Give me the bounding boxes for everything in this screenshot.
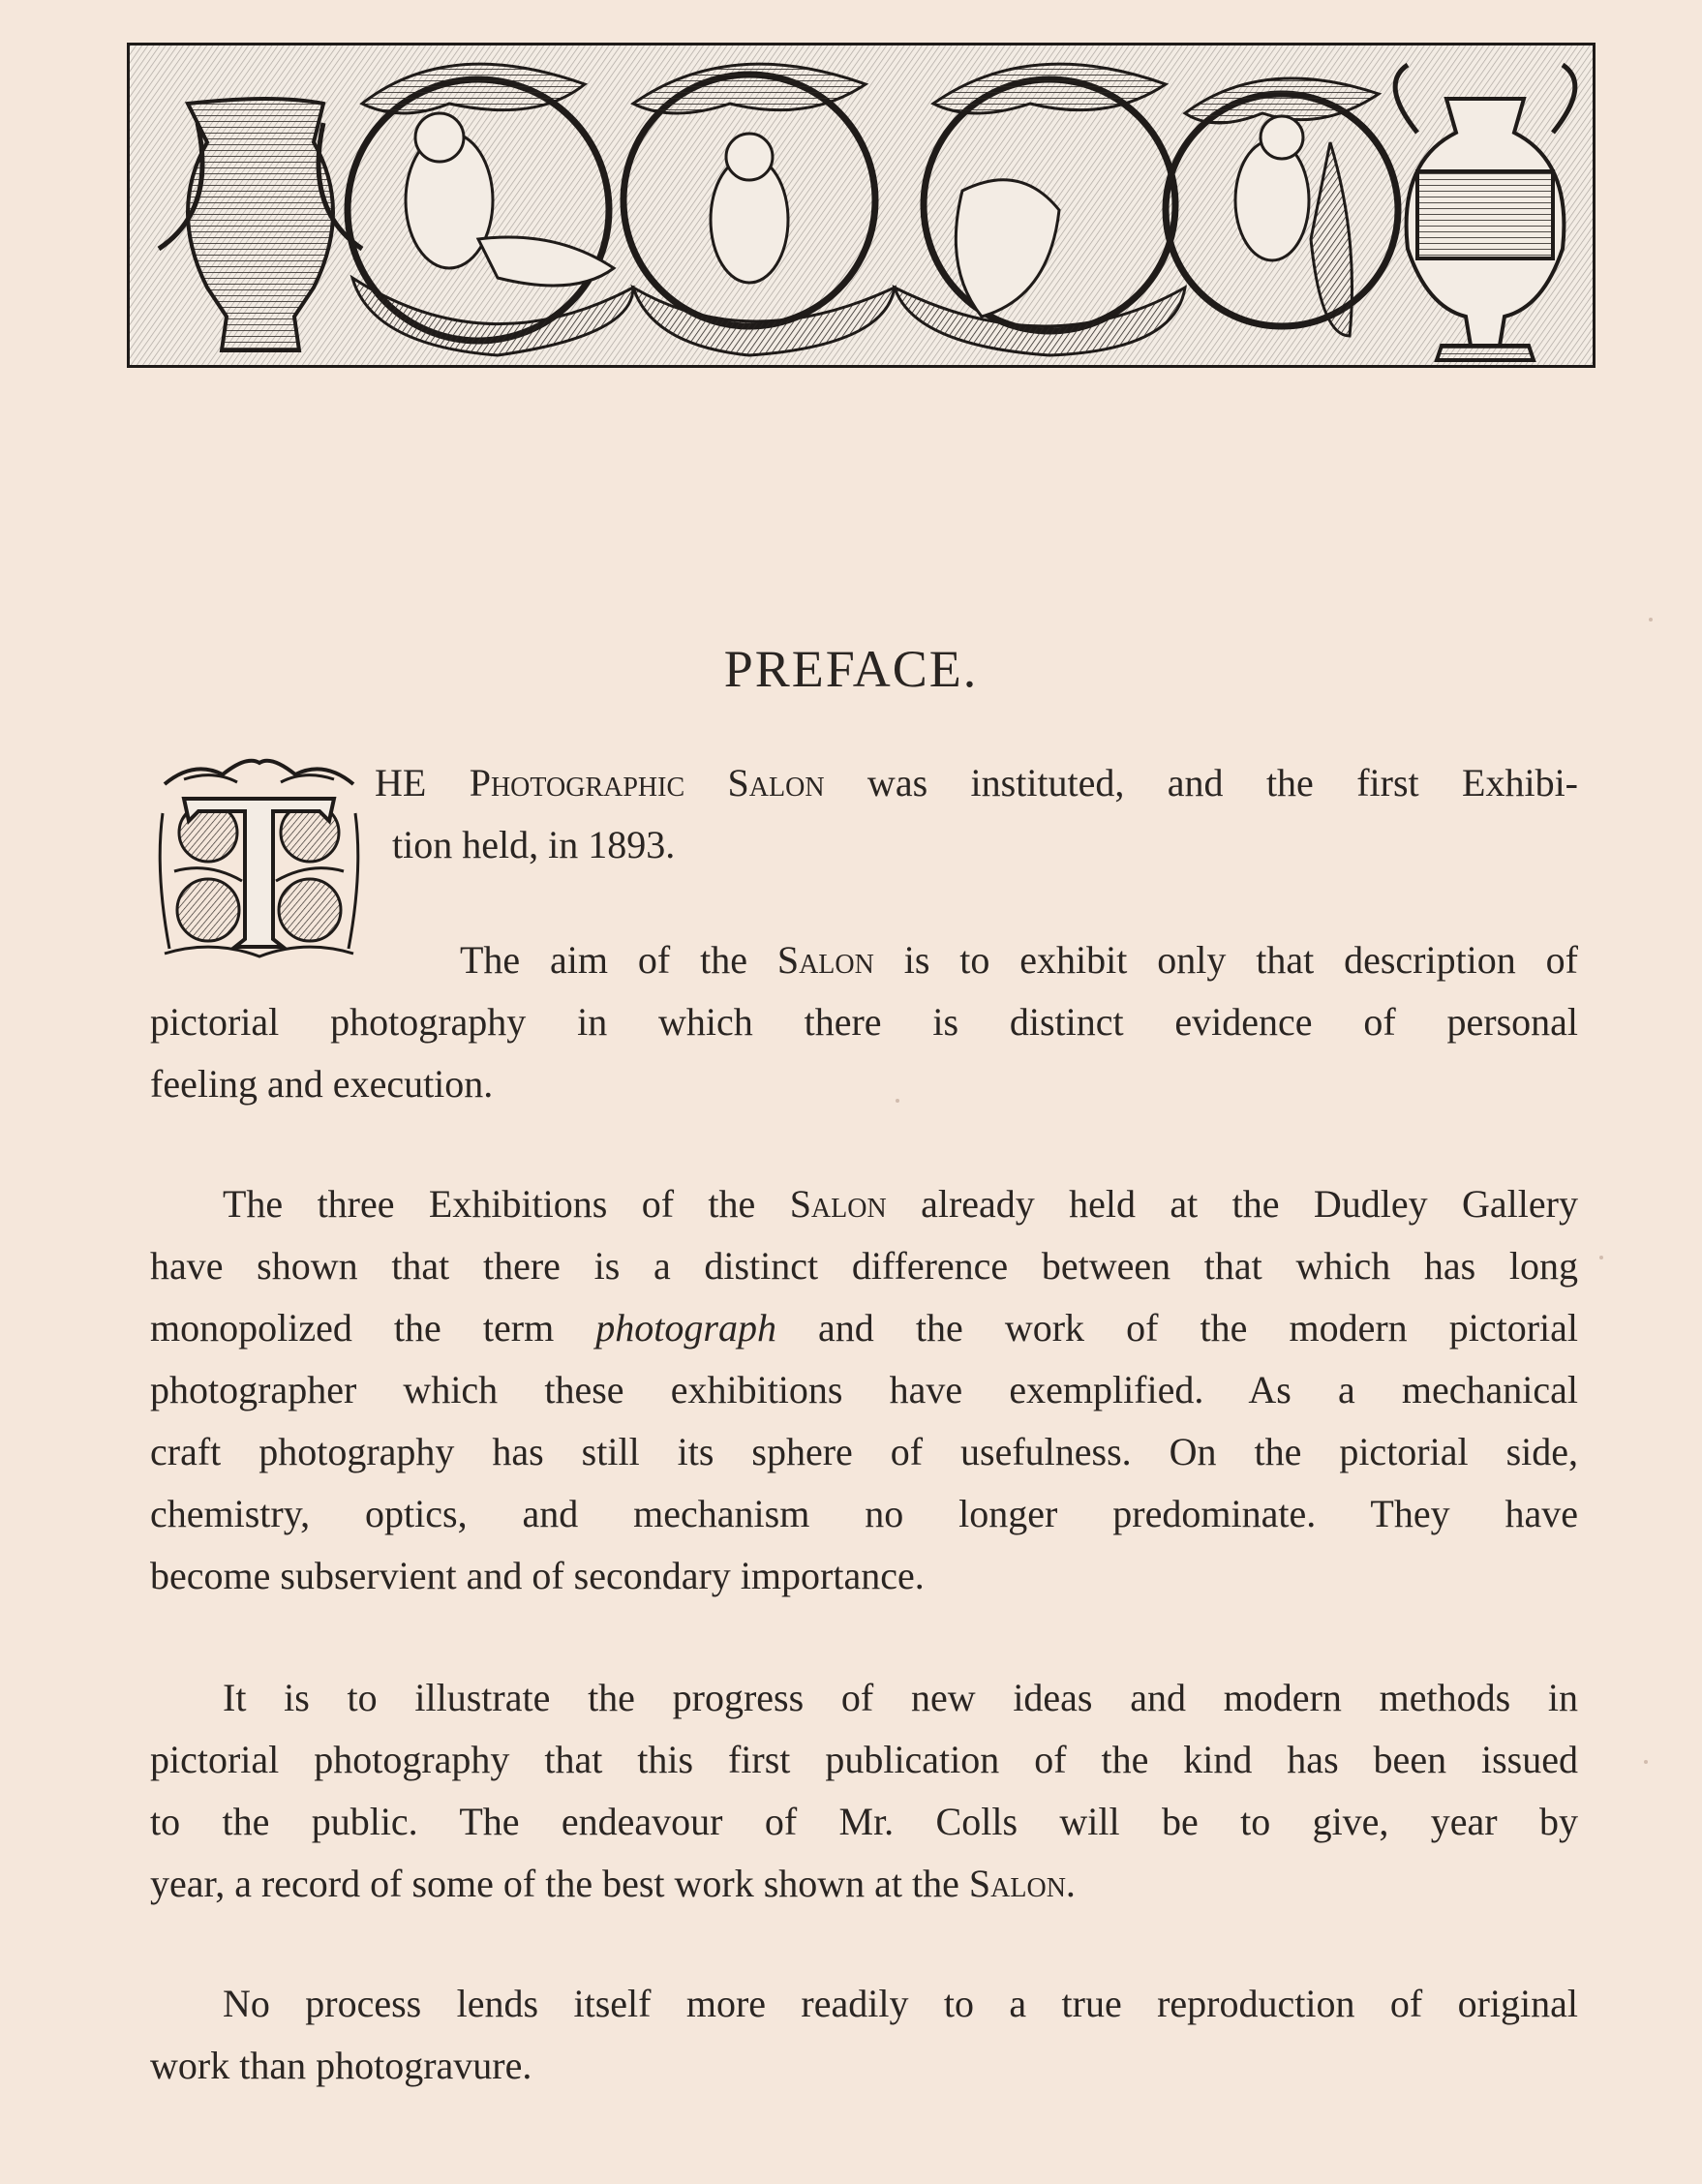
text-line: pictorial photography that this first publication of the kind has been issued <box>150 1738 1578 1781</box>
paragraph-3 <box>150 1173 1578 1607</box>
text-line: tion held, in 1893. <box>392 823 676 866</box>
text-line: year, a record of some of the best work shown at the Salon. <box>150 1862 1076 1905</box>
paragraph-2 <box>150 929 1578 1115</box>
text-line: pictorial photography in which there is distinct evidence of personal <box>150 1000 1578 1044</box>
text-line: The three Exhibitions of the Salon already held at the Dudley Gallery <box>223 1182 1578 1226</box>
text-line: The aim of the Salon is to exhibit only that description of <box>460 938 1578 982</box>
text-line: monopolized the term photograph and the work of the modern pictorial <box>150 1306 1579 1350</box>
text-line: It is to illustrate the progress of new ideas and modern methods in <box>223 1676 1578 1719</box>
text-line: photographer which these exhibitions have exemplified. As a mechanical <box>150 1368 1578 1411</box>
paper-speck <box>1599 1256 1603 1259</box>
paper-speck <box>896 1099 899 1103</box>
paper-speck <box>1644 1760 1648 1764</box>
text-line: work than photogravure. <box>150 2044 532 2087</box>
text-line: to the public. The endeavour of Mr. Colls will be to give, year by <box>150 1800 1578 1843</box>
page-title: PREFACE. <box>723 640 979 698</box>
paragraph-4 <box>150 1667 1578 1915</box>
paragraph-5 <box>150 1973 1578 2097</box>
text-line: become subservient and of secondary importance. <box>150 1554 925 1597</box>
text-line: HE Photographic Salon was instituted, and the first Exhibi- <box>375 761 1578 804</box>
engraved-frieze-icon <box>130 46 1593 365</box>
text-line: No process lends itself more readily to a true reproduction of original <box>223 1982 1578 2025</box>
text-line: chemistry, optics, and mechanism no longer predominate. They have <box>150 1492 1578 1535</box>
paragraph-1 <box>150 752 1578 876</box>
text-line: have shown that there is a distinct difference between that which has long <box>150 1244 1578 1288</box>
text-line: craft photography has still its sphere of usefulness. On the pictorial side, <box>150 1430 1578 1473</box>
header-ornament-frieze <box>127 43 1596 368</box>
text-line: feeling and execution. <box>150 1062 494 1106</box>
paper-speck <box>1649 618 1653 622</box>
